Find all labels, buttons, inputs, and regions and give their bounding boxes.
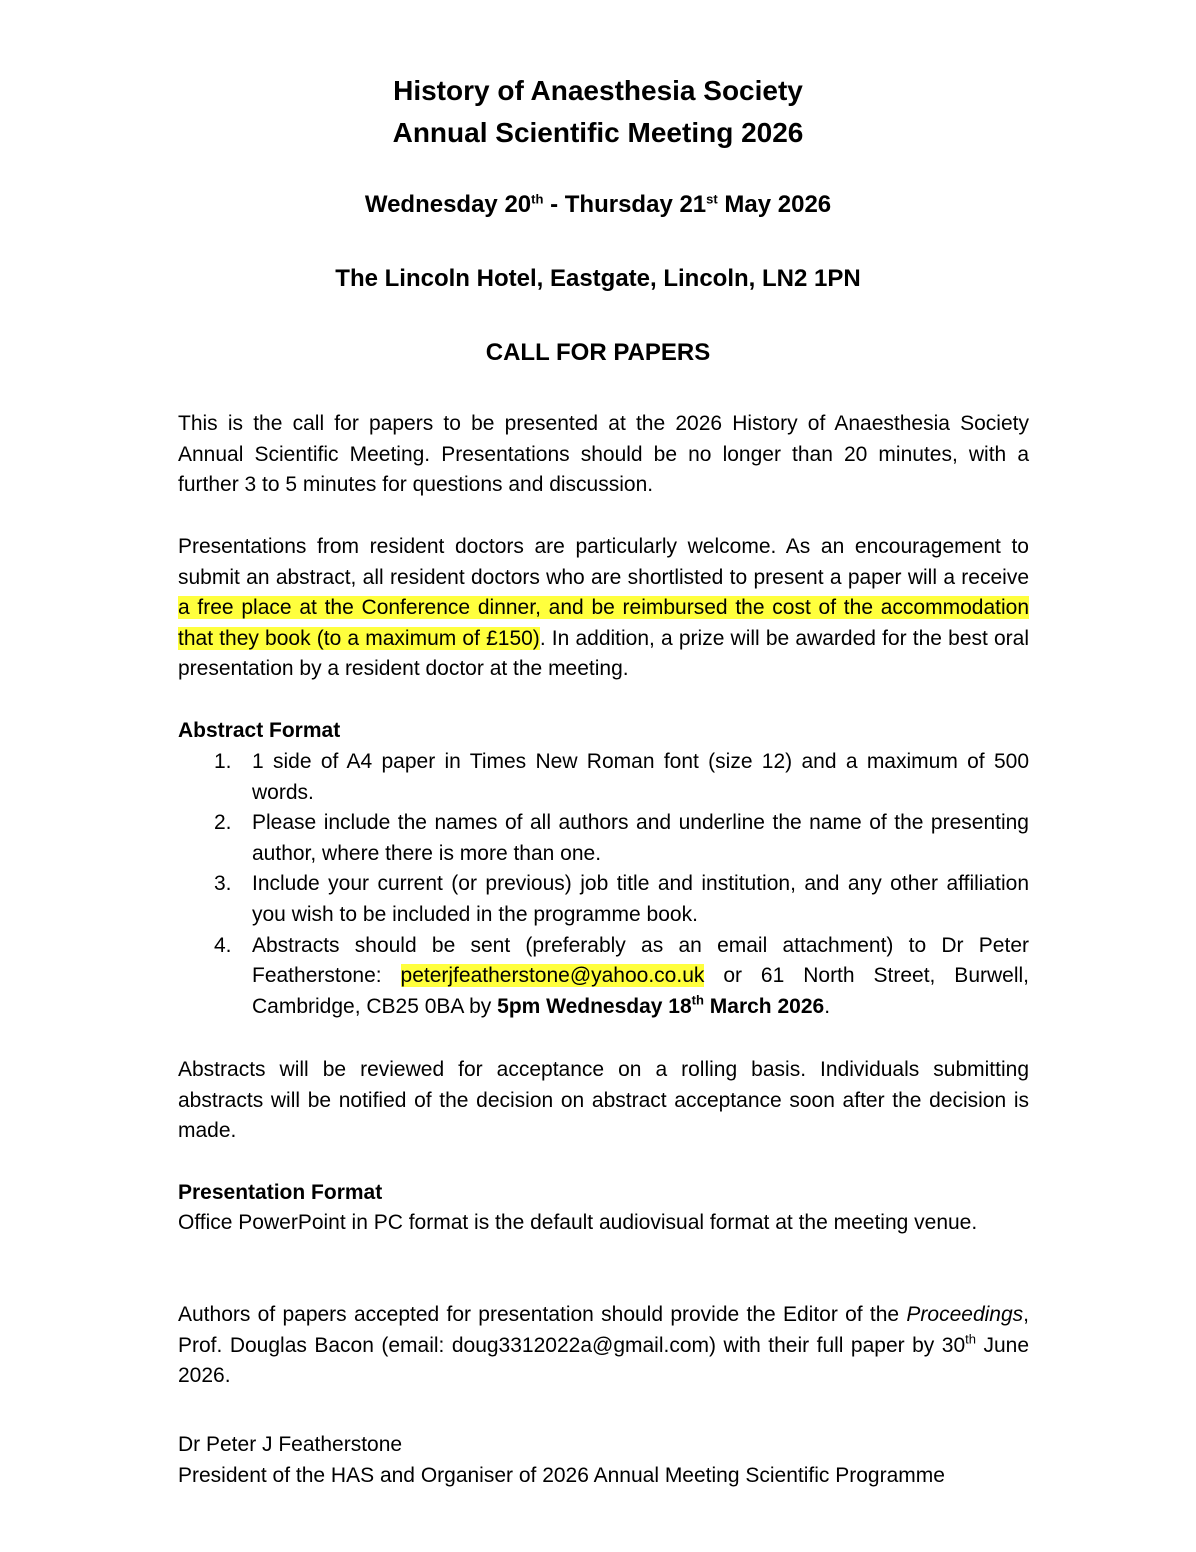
date-separator: -	[543, 191, 565, 218]
deadline-month-year: March 2026	[703, 994, 825, 1018]
list-item	[178, 869, 1029, 930]
end-day: Thursday 21	[564, 191, 707, 218]
society-name: History of Anaesthesia Society	[393, 75, 803, 106]
document-title	[0, 70, 1196, 154]
presentation-format-paragraph: Office PowerPoint in PC format is the default audiovisual format at the meeting venue.	[178, 1211, 978, 1234]
signature-name: Dr Peter J Featherstone	[178, 1433, 403, 1456]
list-item-text: Include your current (or previous) job title and institution, and any other affiliation you wish to be included in the programme book.	[252, 872, 1029, 926]
start-day: Wednesday 20	[364, 191, 532, 218]
authors-paragraph	[178, 1300, 1029, 1392]
submission-address: or 61 North Street, Burwell, Cambridge, CB25 0BA by	[252, 964, 1030, 1018]
venue: The Lincoln Hotel, Eastgate, Lincoln, LN2 1PN	[335, 265, 861, 292]
resident-doctors-paragraph	[178, 532, 1029, 685]
deadline-day: 5pm Wednesday 18	[497, 994, 692, 1018]
submission-end: .	[824, 994, 831, 1018]
submission-text-before: Abstracts should be sent (preferably as an email attachment) to Dr Peter Featherstone:	[252, 933, 1029, 988]
start-day-suffix: th	[531, 191, 544, 207]
list-number: 4.	[214, 933, 232, 957]
review-paragraph: Abstracts will be reviewed for acceptance on a rolling basis. Individuals submitting abstracts will be notified of the decision on abstract acceptance soon after the decision is made.	[178, 1058, 1029, 1143]
resident-text-after: . In addition, a prize will be awarded for the best oral presentation by a resident doctor at the meeting.	[178, 626, 1030, 681]
resident-highlight: a free place at the Conference dinner, and be reimbursed the cost of the accommodation that they book (to a maximum of £150)	[178, 596, 1029, 650]
intro-paragraph: This is the call for papers to be presented at the 2026 History of Anaesthesia Society Annual Scientific Meeting. Presentations should be no longer than 20 minutes, with a further 3 to 5 minutes for questions and discussion.	[178, 412, 1029, 497]
list-item	[178, 808, 1029, 869]
list-number: 3.	[214, 872, 232, 896]
submission-email-link[interactable]: peterjfeatherstone@yahoo.co.uk	[400, 964, 705, 988]
presentation-format-heading: Presentation Format	[178, 1181, 383, 1204]
abstract-format-heading: Abstract Format	[178, 719, 341, 742]
proceedings-title: Proceedings	[906, 1303, 1024, 1326]
list-item	[178, 747, 1029, 808]
authors-date-suffix: th	[965, 1331, 976, 1347]
end-day-suffix: st	[706, 191, 718, 207]
authors-text-after: June 2026.	[178, 1333, 1029, 1388]
meeting-name: Annual Scientific Meeting 2026	[392, 117, 804, 148]
list-item-text: 1 side of A4 paper in Times New Roman font (size 12) and a maximum of 500 words.	[252, 750, 1029, 804]
list-number: 2.	[214, 811, 232, 835]
meeting-dates	[0, 190, 1196, 220]
deadline-suffix: th	[691, 992, 704, 1008]
authors-text-middle: , Prof. Douglas Bacon (email: doug3312022a@gmail.com) with their full paper by 30	[178, 1303, 1029, 1357]
resident-text-before: Presentations from resident doctors are particularly welcome. As an encouragement to submit an abstract, all resident doctors who are shortlisted to present a paper will a receive	[178, 535, 1029, 589]
signature-role: President of the HAS and Organiser of 2026 Annual Meeting Scientific Programme	[178, 1464, 945, 1487]
list-number: 1.	[214, 750, 232, 773]
call-for-papers-heading: CALL FOR PAPERS	[485, 339, 711, 366]
end-month-year: May 2026	[717, 191, 832, 218]
submission-deadline	[497, 992, 825, 1018]
abstract-format-list	[178, 747, 1029, 1022]
list-item	[178, 931, 1029, 1023]
authors-text-before: Authors of papers accepted for presentation should provide the Editor of the	[178, 1303, 907, 1326]
list-item-text: Please include the names of all authors and underline the name of the presenting author, where there is more than one.	[252, 811, 1029, 865]
